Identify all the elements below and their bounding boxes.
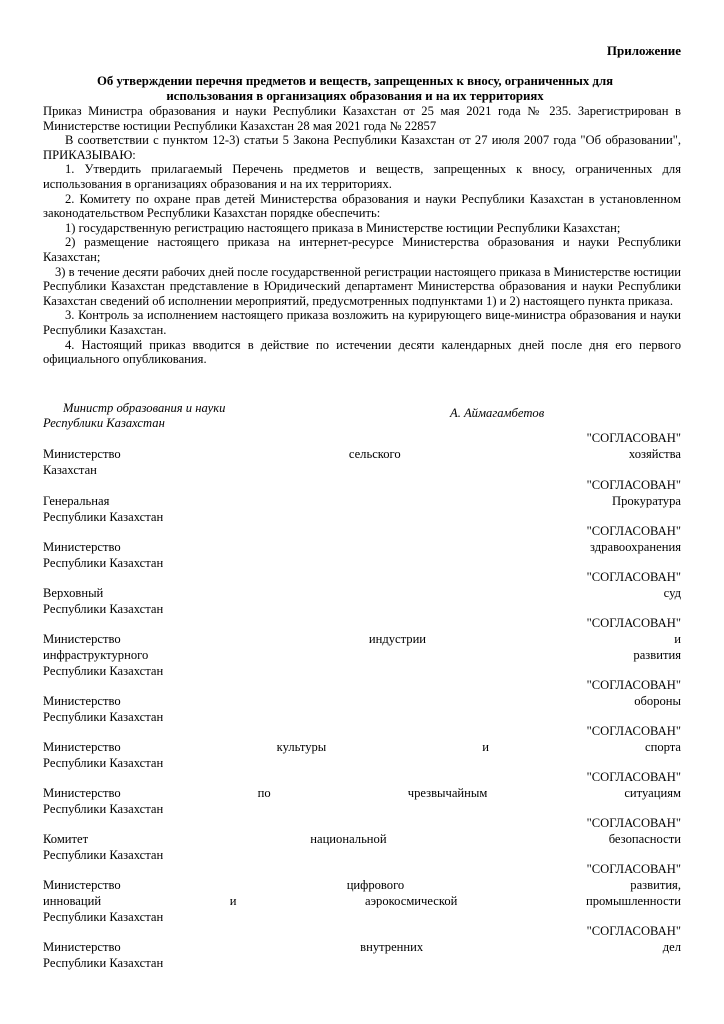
preamble-paragraph: В соответствии с пунктом 12-3) статьи 5 Закона Республики Казахстан от 27 июля 2007 года "Об образовании", ПРИКАЗЫВАЮ: bbox=[43, 133, 681, 162]
annex-label: Приложение bbox=[606, 43, 681, 58]
approval-block bbox=[43, 477, 681, 525]
approval-agency-word: национальной bbox=[310, 832, 387, 846]
approval-agency-word: и bbox=[482, 740, 489, 754]
approval-agency-word: культуры bbox=[276, 740, 327, 754]
approval-agency-row bbox=[43, 631, 681, 647]
signature-position-line-1: Министр образования и науки bbox=[63, 401, 226, 415]
approval-agency-word: Республики Казахстан bbox=[43, 756, 164, 770]
approval-stamp: "СОГЛАСОВАН" bbox=[586, 524, 681, 538]
approval-stamp: "СОГЛАСОВАН" bbox=[586, 816, 681, 830]
approval-agency-word: безопасности bbox=[608, 832, 681, 846]
approval-block bbox=[43, 861, 681, 925]
approval-agency-word: ситуациям bbox=[624, 786, 681, 800]
approval-agency-word: внутренних bbox=[360, 940, 424, 954]
approval-agency-word: спорта bbox=[644, 740, 681, 754]
document-body bbox=[43, 104, 681, 367]
approval-agency-word: по bbox=[257, 786, 271, 800]
approval-agency-row bbox=[43, 739, 681, 755]
approval-agency-row bbox=[43, 446, 681, 462]
approval-agency-row bbox=[43, 939, 681, 955]
approval-agency-word: индустрии bbox=[368, 632, 427, 646]
approval-stamp: "СОГЛАСОВАН" bbox=[586, 431, 681, 445]
subclause-1-paragraph: 1) государственную регистрацию настоящего приказа в Министерстве юстиции Республики Казахстан; bbox=[65, 220, 621, 235]
approval-agency-word: дел bbox=[662, 940, 681, 954]
approval-agency-word: инноваций bbox=[43, 894, 102, 908]
approval-agency-word: Республики Казахстан bbox=[43, 710, 164, 724]
approval-agency-word: Республики Казахстан bbox=[43, 802, 164, 816]
approval-block bbox=[43, 523, 681, 571]
approval-agency-row bbox=[43, 585, 681, 601]
approval-agency-word: инфраструктурного bbox=[43, 648, 149, 662]
approval-stamp: "СОГЛАСОВАН" bbox=[586, 770, 681, 784]
approval-agency-word: чрезвычайным bbox=[407, 786, 488, 800]
approval-block bbox=[43, 677, 681, 725]
approval-block bbox=[43, 769, 681, 817]
approval-agency-word: хозяйства bbox=[628, 447, 681, 461]
approval-agency-word: Республики Казахстан bbox=[43, 848, 164, 862]
approval-agency-word: Министерство bbox=[43, 632, 121, 646]
subclause-3-paragraph: 3) в течение десяти рабочих дней после государственной регистрации настоящего приказа в Министерстве юстиции Республики Казахстан представление в Юридический департамент Министерства образования и науки Республики Казахстан сведений об исполнении мероприятий, предусмотренных подпунктами 1) и 2) настоящего пункта приказа. bbox=[43, 264, 681, 308]
approval-agency-word: Министерство bbox=[43, 740, 121, 754]
approval-agency-row bbox=[43, 893, 681, 909]
approval-agency-row bbox=[43, 462, 681, 478]
approval-agency-word: Республики Казахстан bbox=[43, 556, 164, 570]
approval-agency-word: сельского bbox=[348, 447, 401, 461]
approval-block bbox=[43, 569, 681, 617]
approval-stamp: "СОГЛАСОВАН" bbox=[586, 570, 681, 584]
clause-3-paragraph: 3. Контроль за исполнением настоящего приказа возложить на курирующего вице-министра образования и науки Республики Казахстан. bbox=[43, 308, 681, 337]
approval-agency-word: Комитет bbox=[43, 832, 89, 846]
clause-2-paragraph: 2. Комитету по охране прав детей Министерства образования и науки Республики Казахстан в установленном законодательством Республики Казахстан порядке обеспечить: bbox=[43, 191, 681, 221]
approval-agency-word: Министерство bbox=[43, 940, 121, 954]
approval-agency-word: Казахстан bbox=[43, 463, 97, 477]
approval-agency-word: и bbox=[229, 894, 237, 908]
approval-agency-word: здравоохранения bbox=[590, 540, 681, 554]
approval-agency-row bbox=[43, 831, 681, 847]
approval-block bbox=[43, 815, 681, 863]
approval-agency-word: Министерство bbox=[43, 447, 121, 461]
approval-agency-word: обороны bbox=[634, 694, 681, 708]
signature-position-line-2: Республики Казахстан bbox=[43, 416, 165, 430]
approval-agency-word: Прокуратура bbox=[611, 494, 681, 508]
clause-1-paragraph: 1. Утвердить прилагаемый Перечень предметов и веществ, запрещенных к вносу, ограниченных для использования в организациях образования и на их территориях. bbox=[43, 162, 681, 191]
approval-block bbox=[43, 723, 681, 771]
signature-name: А. Аймагамбетов bbox=[450, 406, 545, 420]
approval-stamp: "СОГЛАСОВАН" bbox=[586, 724, 681, 738]
approval-agency-word: Республики Казахстан bbox=[43, 602, 164, 616]
approval-block bbox=[43, 923, 681, 971]
approval-agency-row bbox=[43, 955, 681, 971]
approval-agency-word: Министерство bbox=[43, 786, 121, 800]
approval-agency-row bbox=[43, 493, 681, 509]
approval-stamp: "СОГЛАСОВАН" bbox=[586, 478, 681, 492]
approval-agency-row bbox=[43, 785, 681, 801]
approval-agency-word: Министерство bbox=[43, 694, 121, 708]
approval-stamp: "СОГЛАСОВАН" bbox=[586, 616, 681, 630]
title-line-1: Об утверждении перечня предметов и веществ, запрещенных к вносу, ограниченных для bbox=[96, 74, 614, 88]
approval-agency-word: развития, bbox=[630, 878, 681, 892]
approval-stamp: "СОГЛАСОВАН" bbox=[586, 924, 681, 938]
approval-block bbox=[43, 430, 681, 478]
approval-agency-word: Министерство bbox=[43, 878, 121, 892]
approval-agency-word: суд bbox=[663, 586, 681, 600]
approval-agency-word: и bbox=[674, 632, 681, 646]
clause-4-paragraph: 4. Настоящий приказ вводится в действие по истечении десяти календарных дней после дня его первого официального опубликования. bbox=[43, 337, 681, 367]
approval-agency-row bbox=[43, 877, 681, 893]
approval-block bbox=[43, 615, 681, 679]
document-title bbox=[60, 74, 650, 103]
approval-stamp: "СОГЛАСОВАН" bbox=[586, 678, 681, 692]
approval-agency-row bbox=[43, 693, 681, 709]
signature-position bbox=[43, 401, 225, 431]
approval-agency-word: Республики Казахстан bbox=[43, 910, 164, 924]
title-line-2: использования в организациях образования и на их территориях bbox=[166, 88, 544, 103]
approval-agency-word: Республики Казахстан bbox=[43, 956, 164, 970]
approval-agency-word: Республики Казахстан bbox=[43, 664, 164, 678]
approval-agency-word: Республики Казахстан bbox=[43, 510, 164, 524]
approval-agency-word: Министерство bbox=[43, 540, 121, 554]
approval-agency-row bbox=[43, 539, 681, 555]
approval-agency-word: Верховный bbox=[43, 586, 104, 600]
approval-agency-word: аэрокосмической bbox=[365, 894, 458, 908]
approval-agency-word: цифрового bbox=[346, 878, 405, 892]
approval-stamp: "СОГЛАСОВАН" bbox=[586, 862, 681, 876]
approval-agency-word: развития bbox=[633, 648, 681, 662]
subclause-2-paragraph: 2) размещение настоящего приказа на интернет-ресурсе Министерства образования и науки Республики Казахстан; bbox=[43, 235, 681, 264]
approval-agency-word: промышленности bbox=[585, 894, 681, 908]
approval-agency-word: Генеральная bbox=[43, 494, 110, 508]
order-registration-paragraph: Приказ Министра образования и науки Республики Казахстан от 25 мая 2021 года № 235. Зарегистрирован в Министерстве юстиции Республики Казахстан 28 мая 2021 года № 22857 bbox=[43, 104, 681, 133]
approval-agency-row bbox=[43, 647, 681, 663]
